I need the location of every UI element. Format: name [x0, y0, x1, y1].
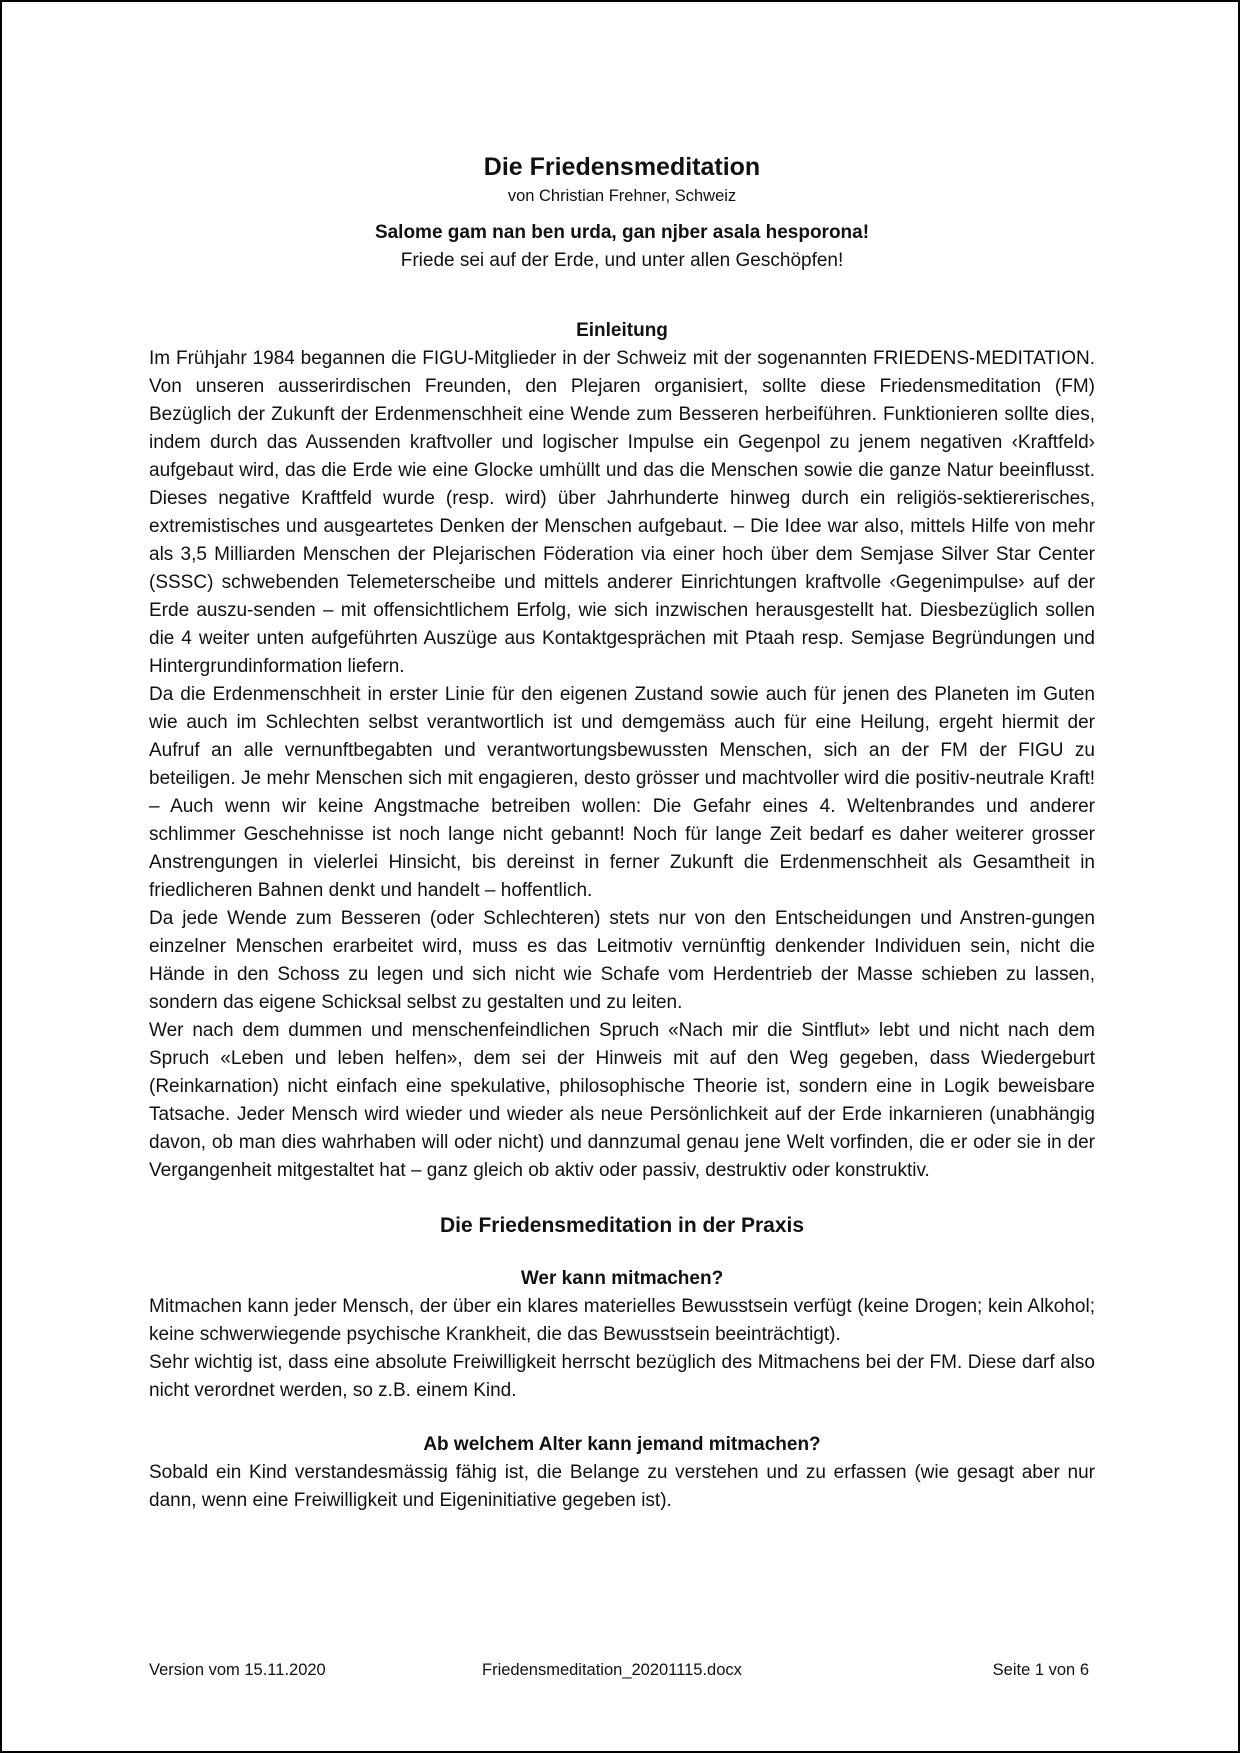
motto-translation: Friede sei auf der Erde, und unter allen Geschöpfen! — [400, 250, 844, 271]
footer-page-number: Seite 1 von 6 — [992, 1661, 1089, 1679]
heading-wer-kann-mitmachen: Wer kann mitmachen? — [520, 1268, 724, 1289]
who-paragraph: Mitmachen kann jeder Mensch, der über ein klares materielles Bewusstsein verfügt (keine Drogen; kein Alkohol; keine schwerwiegende psychische Krankheit, die das Bewusstsein beeinträchtigt). — [149, 1296, 1095, 1345]
document-title: Die Friedensmeditation — [483, 153, 761, 181]
intro-paragraph: Da jede Wende zum Besseren (oder Schlechteren) stets nur von den Entscheidungen und Anstren-gungen einzelner Menschen erarbeitet wird, muss es das Leitmotiv vernünftig denkender Individuen sein, nicht die Hände in den Schoss zu legen und sich nicht wie Schafe vom Herdentrieb der Masse schieben zu lassen, sondern das eigene Schicksal selbst zu gestalten und zu leiten. — [149, 908, 1095, 1013]
intro-paragraph: Im Frühjahr 1984 begannen die FIGU-Mitglieder in der Schweiz mit der sogenannten FRIEDENS-MEDITATION. Von unseren ausserirdischen Freunden, den Plejaren organisiert, sollte diese Friedensmeditation (FM) Bezüglich der Zukunft der Erdenmenschheit eine Wende zum Besseren herbeiführen. Funktionieren sollte dies, indem durch das Aussenden kraftvoller und logischer Impulse ein Gegenpol zu jenem negativen ‹Kraftfeld› aufgebaut wird, das die Erde wie eine Glocke umhüllt und das die Menschen sowie die ganze Natur beeinflusst. Dieses negative Kraftfeld wurde (resp. wird) über Jahrhunderte hinweg durch ein religiös-sektiererisches, extremistisches und ausgeartetes Denken der Menschen aufgebaut. – Die Idee war also, mittels Hilfe von mehr als 3,5 Milliarden Menschen der Plejarischen Föderation via einer hoch über dem Semjase Silver Star Center (SSSC) schwebenden Telemeterscheibe und mittels anderer Einrichtungen kraftvolle ‹Gegenimpulse› auf der Erde auszu-senden – mit offensichtlichem Erfolg, wie sich inzwischen herausgestellt hat. Diesbezüglich sollen die 4 weiter unten aufgeführten Auszüge aus Kontaktgesprächen mit Ptaah resp. Semjase Begründungen und Hintergrundinformation liefern. — [149, 348, 1095, 677]
heading-praxis: Die Friedensmeditation in der Praxis — [439, 1214, 805, 1237]
heading-einleitung: Einleitung — [576, 320, 668, 341]
author-byline: von Christian Frehner, Schweiz — [507, 187, 737, 205]
intro-paragraph: Wer nach dem dummen und menschenfeindlichen Spruch «Nach mir die Sintflut» lebt und nicht nach dem Spruch «Leben und leben helfen», dem sei der Hinweis mit auf den Weg gegeben, dass Wiedergeburt (Reinkarnation) nicht einfach eine spekulative, philosophische Theorie ist, sondern eine in Logik beweisbare Tatsache. Jeder Mensch wird wieder und wieder als neue Persönlichkeit auf der Erde inkarnieren (unabhängig davon, ob man dies wahrhaben will oder nicht) und dannzumal genau jene Welt vorfinden, die er oder sie in der Vergangenheit mitgestaltet hat – ganz gleich ob aktiv oder passiv, destruktiv oder konstruktiv. — [149, 1020, 1095, 1181]
footer-version: Version vom 15.11.2020 — [149, 1661, 326, 1679]
page-content — [149, 150, 1095, 1515]
motto: Salome gam nan ben urda, gan njber asala hesporona! — [374, 222, 870, 243]
intro-paragraph: Da die Erdenmenschheit in erster Linie für den eigenen Zustand sowie auch für jenen des Planeten im Guten wie auch im Schlechten selbst verantwortlich ist und demgemäss auch für eine Heilung, ergeht hiermit der Aufruf an alle vernunftbegabten und verantwortungsbewussten Menschen, sich an der FM der FIGU zu beteiligen. Je mehr Menschen sich mit engagieren, desto grösser und machtvoller wird die positiv-neutrale Kraft! – Auch wenn wir keine Angstmache betreiben wollen: Die Gefahr eines 4. Weltenbrandes und anderer schlimmer Geschehnisse ist noch lange nicht gebannt! Noch für lange Zeit bedarf es daher weiterer grosser Anstrengungen in vielerlei Hinsicht, bis dereinst in ferner Zukunft die Erdenmenschheit als Gesamtheit in friedlicheren Bahnen denkt und handelt – hoffentlich. — [149, 684, 1095, 901]
age-paragraph: Sobald ein Kind verstandesmässig fähig ist, die Belange zu verstehen und zu erfassen (wie gesagt aber nur dann, wenn eine Freiwilligkeit und Eigeninitiative gegeben ist). — [149, 1462, 1095, 1511]
heading-alter: Ab welchem Alter kann jemand mitmachen? — [423, 1434, 821, 1455]
footer-filename: Friedensmeditation_20201115.docx — [482, 1661, 742, 1679]
who-paragraph: Sehr wichtig ist, dass eine absolute Freiwilligkeit herrscht bezüglich des Mitmachens bei der FM. Diese darf also nicht verordnet werden, so z.B. einem Kind. — [149, 1352, 1095, 1401]
